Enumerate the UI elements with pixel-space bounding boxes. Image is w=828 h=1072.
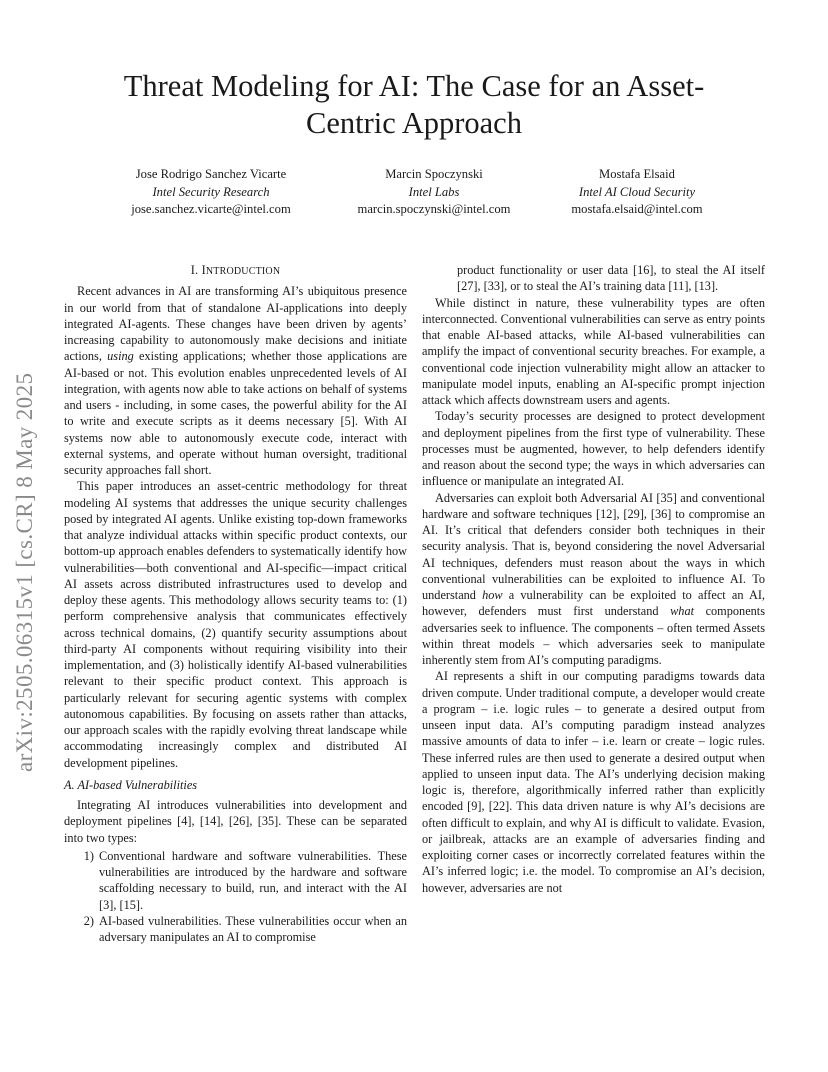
- text-run: Adversaries can exploit both Adversarial AI [35] and conventional hardware and software techniques [12], [29], [36] to compromise an AI. It’s critical that defenders consider both techniques in their security analysis. That is, beyond considering the novel Adversarial AI techniques, defenders must reason about the ways in which conventional vulnerabilities can be exploited to influence AI. To understand: [422, 490, 765, 602]
- subsection-heading: A. AI-based Vulnerabilities: [64, 777, 198, 792]
- text-run: a vulnerability can be exploited to affect an AI, however, defenders must first understand: [422, 588, 765, 619]
- list-item: [64, 913, 407, 946]
- author-block: [91, 166, 331, 219]
- author-name: Jose Rodrigo Sanchez Vicarte: [135, 167, 287, 181]
- author-email: jose.sanchez.vicarte@intel.com: [131, 202, 291, 216]
- vulnerability-list: [64, 848, 407, 946]
- section-number: I.: [190, 263, 199, 277]
- section-title-initial: I: [201, 263, 206, 277]
- author-block: [517, 166, 757, 219]
- paragraph: Today’s security processes are designed to protect development and deployment pipelines from the first type of vulnerability. These processes must be augmented, however, to help defenders identify and reason about the second type; the ways in which adversaries can influence or manipulate an integrated AI.: [422, 409, 765, 489]
- right-column: [422, 262, 765, 896]
- left-column: [64, 262, 407, 945]
- paragraph: While distinct in nature, these vulnerability types are often interconnected. Conventional vulnerabilities can serve as entry points that enable AI-based attacks, while AI-based vulnerabilities can amplify the impact of conventional security breaches. For example, a conventional code injection vulnerability might allow an attacker to manipulate model inputs, enabling an AI-specific prompt injection attack which affects downstream users and agents.: [422, 295, 765, 407]
- paragraph: [422, 490, 765, 669]
- section-heading: [64, 262, 407, 280]
- author-email: marcin.spoczynski@intel.com: [357, 202, 511, 216]
- text-run: components adversaries seek to influence. The components – often termed Assets within threat models – which adversaries seek to manipulate inherently stem from AI’s computing paradigms.: [422, 604, 765, 667]
- paragraph: [64, 283, 407, 478]
- list-text: AI-based vulnerabilities. These vulnerabilities occur when an adversary manipulates an AI to compromise: [99, 913, 407, 944]
- arxiv-stamp: arXiv:2505.06315v1 [cs.CR] 8 May 2025: [12, 372, 37, 772]
- paragraph: Integrating AI introduces vulnerabilities into development and deployment pipelines [4], [14], [26], [35]. These can be separated into two types:: [64, 798, 407, 845]
- author-email: mostafa.elsaid@intel.com: [571, 202, 703, 216]
- author-affiliation: Intel Labs: [408, 184, 460, 199]
- list-text: Conventional hardware and software vulnerabilities. These vulnerabilities are introduced by the hardware and software scaffolding necessary to build, run, and interact with the AI [3], [15].: [99, 848, 407, 912]
- emphasis-text: using: [107, 349, 134, 364]
- emphasis-text: what: [670, 604, 695, 619]
- paragraph: AI represents a shift in our computing paradigms towards data driven compute. Under traditional compute, a developer would create a program – i.e. logic rules – to generate a desired output from unseen input data. AI’s computing paradigm instead analyzes massive amounts of data to infer – i.e. learn or create – logic rules. These inferred rules are then used to generate a desired output when applied to unseen input data. The AI’s underlying decision making logic is, therefore, algorithmically inferred rather than explicitly encoded [9], [22]. This data driven nature is why AI’s decisions are often difficult to explain, and why AI is difficult to validate. Evasion, or jailbreak, attacks are an example of adversaries finding and exploiting corner cases or incorrectly correlated features within the AI’s inferred logic; i.e. the model. To compromise an AI’s decision, however, adversaries are not: [422, 669, 765, 895]
- author-name: Mostafa Elsaid: [599, 167, 675, 181]
- list-number: 1): [83, 848, 94, 863]
- emphasis-text: how: [482, 588, 503, 602]
- author-affiliation: Intel Security Research: [152, 184, 270, 199]
- paragraph: This paper introduces an asset-centric methodology for threat modeling AI systems that addresses the unique security challenges posed by integrated AI agents. Unlike existing top-down frameworks that analyze individual attacks within specific product contexts, our bottom-up approach enables defenders to systematically identify how vulnerabilities—both conventional and AI-specific—impact critical AI assets across distributed infrastructures used to develop and deploy these agents. This methodology allows security teams to: (1) perform comprehensive analysis that communicates effectively across technical domains, (2) quantify security assumptions about third-party AI components without requiring visibility into their implementation, and (3) holistically identify AI-based vulnerabilities relevant to their specific product context. This approach is particularly relevant for securing agentic systems with complex autonomous capabilities. By focusing on assets rather than attacks, our approach scales with the rapidly evolving threat landscape while accommodating increasingly complex and distributed AI development pipelines.: [64, 479, 407, 770]
- text-run: existing applications; whether those applications are AI-based or not. This evolution enables unprecedented levels of AI integration, with agents now able to take actions on behalf of systems and users - including, in some cases, the powerful ability for the AI to write and execute scripts as it deems necessary [5]. With AI systems now able to autonomously execute code, interact with external systems, and operate without human oversight, traditional security approaches fall short.: [64, 349, 408, 477]
- paper-title: Threat Modeling for AI: The Case for an Asset-Centric Approach: [123, 69, 705, 140]
- section-title-rest: NTRODUCTION: [205, 266, 281, 277]
- author-affiliation: Intel AI Cloud Security: [578, 184, 696, 199]
- author-name: Marcin Spoczynski: [385, 167, 483, 181]
- text-run: Recent advances in AI are transforming AI’s ubiquitous presence in our world from that of standalone AI-applications into deeply integrated AI-agents. These changes have been driven by agents’ increasing capability to autonomously make decisions and initiate actions,: [64, 284, 407, 364]
- list-number: 2): [83, 913, 94, 928]
- list-continuation: product functionality or user data [16], to steal the AI itself [27], [33], or to steal the AI’s training data [11], [13].: [457, 263, 765, 294]
- list-item: [64, 848, 407, 913]
